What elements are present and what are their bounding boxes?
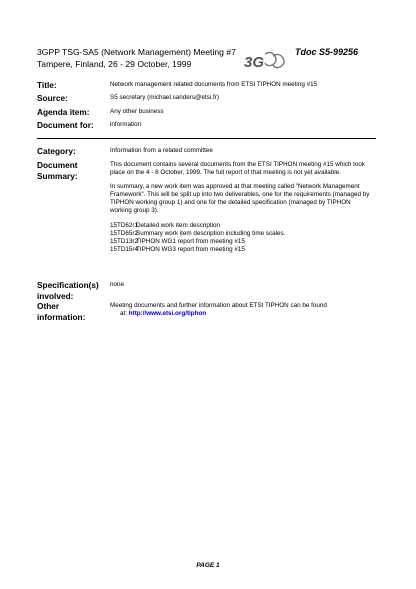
document-code: 15TD13r2 xyxy=(110,237,139,245)
document-description: TIPHON WG1 report from meeting #15 xyxy=(136,237,245,245)
other-label: Other information: xyxy=(37,301,86,322)
list-item xyxy=(110,230,372,238)
document-code: 15TD62r1 xyxy=(110,221,139,229)
page-footer: PAGE 1 xyxy=(196,562,220,569)
agenda-value: Any other business xyxy=(110,108,164,115)
list-item xyxy=(110,238,372,246)
summary-paragraph-1: This document contains several documents from the ETSI TIPHON meeting #15 which took place on the 4 - 8 October, 1999. The full report of that meeting is not yet available. xyxy=(110,161,366,177)
other-value xyxy=(110,302,372,318)
divider xyxy=(37,138,376,139)
document-description: Detailed work item description xyxy=(136,221,220,229)
summary-value xyxy=(110,161,372,254)
other-link-line xyxy=(110,310,372,318)
document-list xyxy=(110,222,372,254)
summary-paragraph-2: In summary, a new work item was approved at that meeting called "Network Management Framework". This will be split up into two deliverables, one for the requirements (managed by TIPHON working group 1) and one for the detailed specification (managed by TIPHON working group 3). xyxy=(110,183,370,215)
list-item xyxy=(110,246,372,254)
other-text: Meeting documents and further information about ETSI TIPHON can be found xyxy=(110,302,327,309)
docfor-value: information xyxy=(110,121,142,128)
docfor-label: Document for: xyxy=(37,120,94,130)
title-label: Title: xyxy=(37,80,57,90)
tiphon-link[interactable]: http://www.etsi.org/tiphon xyxy=(128,310,207,318)
tdoc-number: Tdoc S5-99256 xyxy=(294,47,358,57)
category-label: Category: xyxy=(37,146,76,156)
specs-value: none xyxy=(110,281,125,288)
source-value: S5 secretary (michael.sanders@etsi.fr) xyxy=(110,94,219,101)
summary-label: Document Summary: xyxy=(37,160,78,181)
category-value: Information from a related committee xyxy=(110,147,213,154)
specs-label: Specification(s) involved: xyxy=(37,280,99,301)
agenda-label: Agenda item: xyxy=(37,107,90,117)
logo-text: 3G xyxy=(244,54,265,71)
3gpp-logo-icon xyxy=(243,50,287,72)
document-code: 15TD15r4 xyxy=(110,245,139,253)
list-item xyxy=(110,222,372,230)
title-value: Network management related documents from ETSI TIPHON meeting #15 xyxy=(110,81,318,88)
document-description: TIPHON WG3 report from meeting #15 xyxy=(136,245,245,253)
document-description: Summary work item description including time scales. xyxy=(136,229,286,237)
other-at: at: xyxy=(120,310,128,318)
document-code: 15TD65r2 xyxy=(110,229,139,237)
meeting-title: 3GPP TSG-SA5 (Network Management) Meeting #7 xyxy=(37,47,236,57)
source-label: Source: xyxy=(37,93,68,103)
meeting-location: Tampere, Finland, 26 - 29 October, 1999 xyxy=(37,59,192,69)
